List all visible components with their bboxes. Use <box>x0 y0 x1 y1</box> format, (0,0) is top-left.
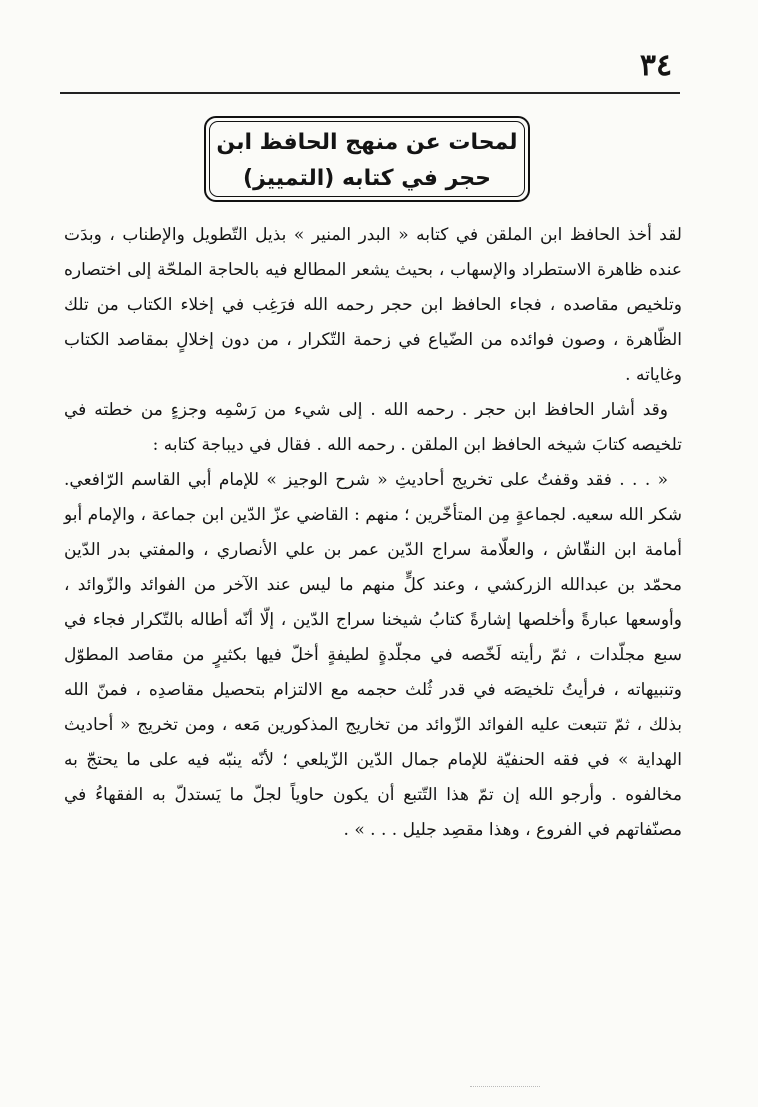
page-number: ٣٤ <box>639 48 673 83</box>
paragraph-quotation: « . . . فقد وقفتُ على تخريج أحاديثِ « شرح الوجيز » للإمام أبي القاسم الرّافعي. شكر الله سعيه. لجماعةٍ مِن المتأخّرين ؛ منهم : القاضي عزّ الدّين ابن جماعة ، والإمام أبو أمامة ابن النقّاش ، والعلّامة سراج الدّين عمر بن علي الأنصاري ، والمفتي بدر الدّين محمّد بن عبدالله الزركشي ، وعند كلٍّ منهم ما ليس عند الآخر من الفوائد والزّوائد ، وأوسعها عبارةً وأخلصها إشارةً كتابُ شيخنا سراج الدّين ، إلّا أنّه أطاله بالتّكرار فجاء في سبع مجلّدات ، ثمّ رأيته لَخّصه في مجلّدةٍ لطيفةٍ أخلّ فيها بكثيرٍ من مقاصد المطوّل وتنبيهاته ، فرأيتُ تلخيصَه في قدر ثُلث حجمه مع الالتزام بتحصيل مقاصدِه ، فمنّ الله بذلك ، ثمّ تتبعت عليه الفوائد الزّوائد من تخاريج المذكورين مَعه ، ومن تخريج « أحاديث الهداية » في فقه الحنفيّة للإمام جمال الدّين الزّيلعي ؛ لأنّه ينبّه فيه على ما يحتجّ به مخالفوه . وأرجو الله إن تمّ هذا التّتبع أن يكون حاوياً لجلّ ما يَستدلّ به الفقهاءُ في مصنّفاتهم في الفروع ، وهذا مقصِد جليل . . . » . <box>64 470 682 840</box>
paragraph-intro: لقد أخذ الحافظ ابن الملقن في كتابه « البدر المنير » بذيل التّطويل والإطناب ، وبدَت عنده ظاهرة الاستطراد والإسهاب ، بحيث يشعر المطالع فيه بالحاجة الملحّة إلى اختصاره وتلخيص مقاصده ، فجاء الحافظ ابن حجر رحمه الله فرَغِب في إخلاء الكتاب من تلك الظّاهرة ، وصون فوائده من الضّياع في زحمة التّكرار ، من دون إخلالٍ بمقاصد الكتاب وغاياته . <box>64 225 682 385</box>
title-line-1: لمحات عن منهج الحافظ ابن <box>216 130 518 155</box>
body-text <box>64 218 682 848</box>
section-title <box>209 121 525 197</box>
title-line-2: حجر في كتابه (التمييز) <box>243 166 491 191</box>
header-rule <box>60 92 680 94</box>
title-frame <box>204 116 530 202</box>
paragraph-author-note: وقد أشار الحافظ ابن حجر . رحمه الله . إلى شيء من رَسْمِه وجزءٍ من خطته في تلخيصه كتابَ شيخه الحافظ ابن الملقن . رحمه الله . فقال في ديباجة كتابه : <box>64 400 682 455</box>
scan-mark <box>470 1086 540 1087</box>
